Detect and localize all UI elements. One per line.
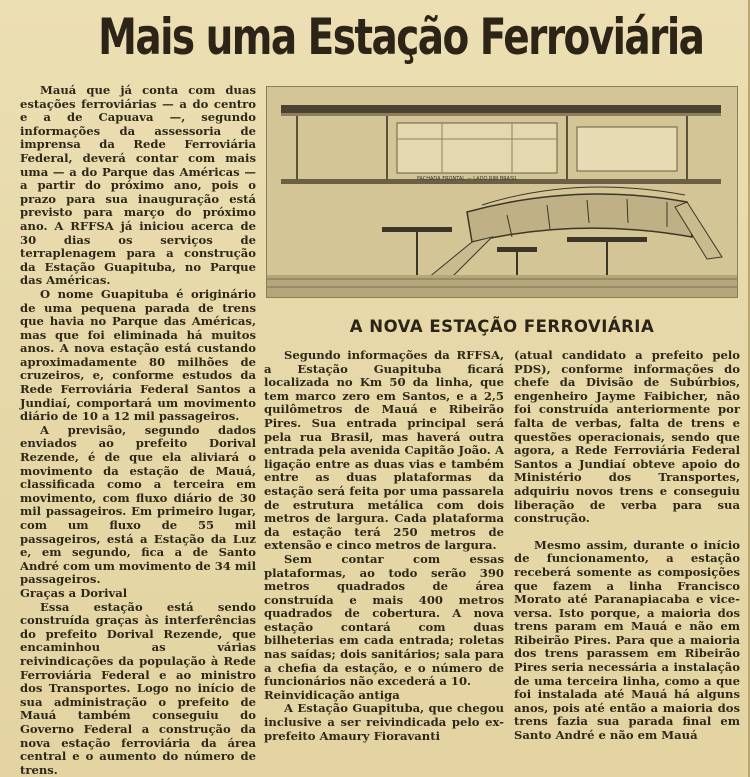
headline: Mais uma Estação Ferroviária: [98, 8, 704, 66]
middle-subhead: Reinvidicação antiga: [264, 687, 400, 702]
left-column: [20, 84, 256, 777]
middle-paragraph-3: A Estação Guapituba, que chegou inclusive a ser reivindicada pelo ex-prefeito Amaury Fioravanti: [264, 701, 504, 743]
station-drawing: [267, 87, 738, 298]
right-paragraph-1: (atual candidato a prefeito pelo PDS), conforme informações do chefe da Divisão de Subúrbios, engenheiro Jayme Faibicher, não foi construída anteriormente por falta de verbas, falta de trens e questões operacionais, sendo que agora, a Rede Ferroviária Federal Santos a Jundiaí obteve apoio do Ministério dos Transportes, adquiriu novos trens e conseguiu liberação de verba para sua construção.: [514, 348, 740, 526]
right-paragraph-2: Mesmo assim, durante o início de funcionamento, a estação receberá somente as composições que fazem a linha Francisco Morato até Paranapiacaba e vice-versa. Isto porque, a maioria dos trens param em Mauá e não em Ribeirão Pires. Para que a maioria dos trens parassem em Ribeirão Pires seria necessária a instalação de uma terceira linha, como a que foi instalada até Mauá há alguns anos, pois até então a maioria dos trens fazia sua parada final em Santo André e não em Mauá: [514, 537, 740, 743]
left-paragraph-2: O nome Guapituba é originário de uma pequena parada de trens que havia no Parque das Américas, mas que foi eliminada há muitos anos. A nova estação está custando aproximadamente 80 milhões de cruzeiros, e, conforme estudos da Rede Ferroviária Federal Santos a Jundiaí, comportará um movimento diário de 10 a 12 mil passageiros.: [20, 286, 256, 424]
left-paragraph-3: A previsão, segundo dados enviados ao prefeito Dorival Rezende, é de que ela aliviará o movimento da estação de Mauá, classificada como a terceira em movimento, com fluxo diário de 30 mil passageiros. Em primeiro lugar, com um fluxo de 55 mil passageiros, está a Estação da Luz e, em segundo, fica a de Santo André com um movimento de 34 mil passageiros.: [20, 422, 256, 587]
left-paragraph-1: Mauá que já conta com duas estações ferroviárias — a do centro e a de Capuava —, segundo informações da assessoria de imprensa da Rede Ferroviária Federal, deverá contar com mais uma — a do Parque das Américas — a partir do próximo ano, pois o prazo para sua inauguração está previsto para março do próximo ano. A RFFSA já iniciou acerca de 30 dias os serviços de terraplenagem para a construção da Estação Guapituba, no Parque das Américas.: [20, 83, 256, 288]
middle-paragraph-1: Segundo informações da RFFSA, a Estação Guapituba ficará localizada no Km 50 da linha, que tem marco zero em Santos, e a 2,5 quilômetros de Mauá e Ribeirão Pires. Sua entrada principal será pela rua Brasil, mas haverá outra entrada pela avenida Capitão João. A ligação entre as duas vias e também entre as duas plataformas da estação será feita por uma passarela de estrutura metálica com dois metros de largura. Cada plataforma da estação terá 250 metros de extensão e cinco metros de largura.: [264, 348, 504, 553]
right-column: [514, 349, 740, 743]
middle-column: [264, 349, 504, 743]
middle-paragraph-2: Sem contar com essas plataformas, ao todo serão 390 metros quadrados de área construída e mais 400 metros quadrados de cobertura. A nova estação contará com duas bilheterias em cada entrada; roletas nas saídas; dois sanitários; sala para a chefia da estação, e o número de funcionários não excederá a 10.: [264, 551, 504, 689]
roof-beam: [281, 105, 721, 113]
left-subhead: Graças a Dorival: [20, 585, 128, 600]
station-drawing-photo: [266, 86, 738, 298]
left-paragraph-4: Essa estação está sendo construída graças às interferências do prefeito Dorival Rezende, que encaminhou as várias reivindicações da população à Rede Ferroviária Federal e ao ministro dos Transportes. Logo no início de sua administração o prefeito de Mauá também conseguiu do Governo Federal a construção da nova estação ferroviária da área central e o aumento do número de trens.: [20, 599, 256, 777]
photo-caption: A NOVA ESTAÇÃO FERROVIÁRIA: [349, 317, 655, 336]
drawing-label: FACHADA FRONTAL — LADO RIM BRASIL: [417, 176, 518, 182]
